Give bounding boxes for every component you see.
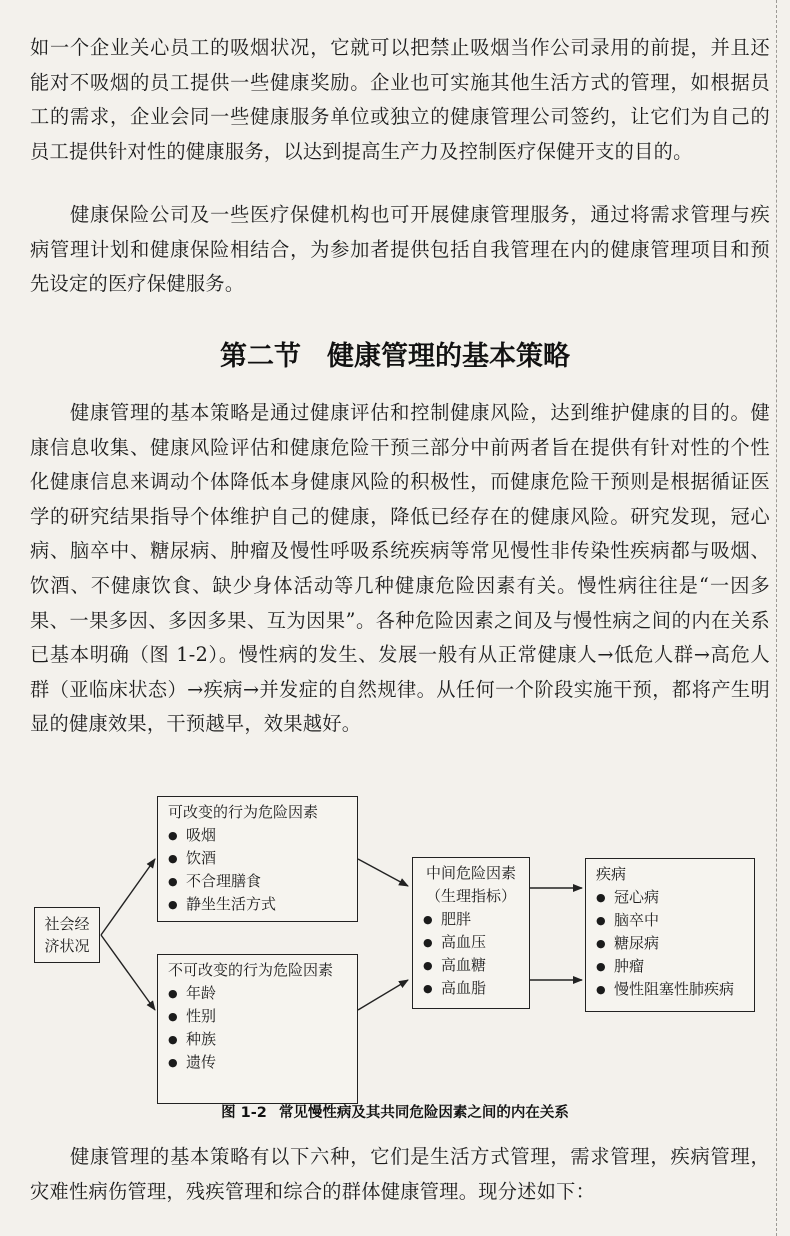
unmodifiable-title: 不可改变的行为危险因素: [168, 961, 334, 979]
figure-caption: [0, 1101, 790, 1122]
intermediate-title: 中间危险因素: [425, 864, 516, 882]
arrow-social-to-modifiable: [101, 859, 155, 935]
list-item: ● 年龄: [164, 982, 351, 1005]
box-socioeconomic-status: [34, 907, 100, 963]
arrow-modifiable-to-intermediate: [358, 859, 408, 886]
list-item: ● 静坐生活方式: [164, 893, 351, 916]
figure-caption-text: 常见慢性病及其共同危险因素之间的内在关系: [278, 1105, 569, 1121]
section-title-text: 健康管理的基本策略: [327, 341, 570, 372]
list-item: ● 高血糖: [419, 954, 523, 977]
socioeconomic-label: 社会经济状况: [44, 915, 90, 955]
disease-title: 疾病: [596, 865, 627, 883]
intermediate-list: [419, 908, 523, 1000]
box-unmodifiable-risk-factors: [157, 954, 358, 1104]
list-item: ● 糖尿病: [592, 932, 748, 955]
list-item: ● 吸烟: [164, 824, 351, 847]
list-item: ● 遗传: [164, 1051, 351, 1074]
arrow-unmodifiable-to-intermediate: [358, 980, 408, 1010]
paragraph-six-strategies: 健康管理的基本策略有以下六种，它们是生活方式管理，需求管理，疾病管理，灾难性病伤管理，残疾管理和综合的群体健康管理。现分述如下：: [30, 1145, 770, 1203]
list-item: ● 肿瘤: [592, 955, 748, 978]
modifiable-title: 可改变的行为危险因素: [168, 803, 319, 821]
list-item: ● 脑卒中: [592, 909, 748, 932]
box-intermediate-risk-factors: [412, 857, 530, 1009]
list-item: ● 高血脂: [419, 977, 523, 1000]
paragraph-basic-strategy: 健康管理的基本策略是通过健康评估和控制健康风险，达到维护健康的目的。健康信息收集、健康风险评估和健康危险干预三部分中前两者旨在提供有针对性的个性化健康信息来调动个体降低本身健康风险的积极性，而健康危险干预则是根据循证医学的研究结果指导个体维护自己的健康，降低已经存在的健康风险。研究发现，冠心病、脑卒中、糖尿病、肿瘤及慢性呼吸系统疾病等常见慢性非传染性疾病都与吸烟、饮酒、不健康饮食、缺少身体活动等几种健康危险因素有关。慢性病往往是“一因多果、一果多因、多因多果、互为因果”。各种危险因素之间及与慢性病之间的内在关系已基本明确（图 1-2）。慢性病的发生、发展一般有从正常健康人→低危人群→高危人群（亚临床状态）→疾病→并发症的自然规律。从任何一个阶段实施干预，都将产生明显的健康效果，干预越早，效果越好。: [30, 401, 770, 736]
box-diseases: [585, 858, 755, 1012]
disease-list: [592, 886, 748, 1001]
list-item: ● 冠心病: [592, 886, 748, 909]
figure-label: 图 1-2: [221, 1105, 267, 1121]
list-item: ● 肥胖: [419, 908, 523, 931]
paragraph-enterprise-management: 如一个企业关心员工的吸烟状况，它就可以把禁止吸烟当作公司录用的前提，并且还能对不吸烟的员工提供一些健康奖励。企业也可实施其他生活方式的管理，如根据员工的需求，企业会同一些健康服务单位或独立的健康管理公司签约，让它们为自己的员工提供针对性的健康服务，以达到提高生产力及控制医疗保健开支的目的。: [30, 36, 770, 163]
intermediate-subtitle: （生理指标）: [425, 887, 516, 905]
list-item: ● 高血压: [419, 931, 523, 954]
arrow-social-to-unmodifiable: [101, 935, 155, 1010]
section-number: 第二节: [220, 341, 301, 372]
list-item: ● 饮酒: [164, 847, 351, 870]
box-modifiable-risk-factors: [157, 796, 358, 922]
paragraph-health-insurance: 健康保险公司及一些医疗保健机构也可开展健康管理服务，通过将需求管理与疾病管理计划和健康保险相结合，为参加者提供包括自我管理在内的健康管理项目和预先设定的医疗保健服务。: [30, 203, 770, 296]
list-item: ● 种族: [164, 1028, 351, 1051]
modifiable-list: [164, 824, 351, 916]
unmodifiable-list: [164, 982, 351, 1074]
list-item: ● 不合理膳食: [164, 870, 351, 893]
list-item: ● 慢性阻塞性肺疾病: [592, 978, 748, 1001]
list-item: ● 性别: [164, 1005, 351, 1028]
